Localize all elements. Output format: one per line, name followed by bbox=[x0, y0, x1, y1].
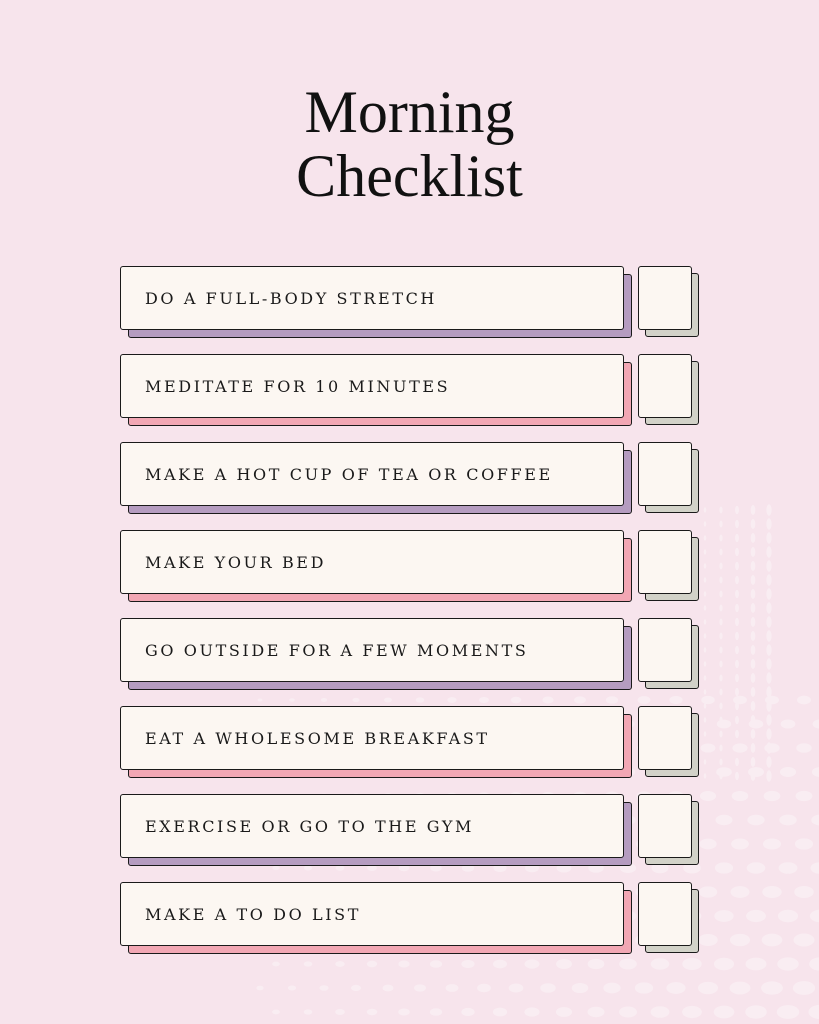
checklist-item bbox=[120, 794, 700, 860]
checklist-item bbox=[120, 530, 700, 596]
title-line-1: Morning bbox=[304, 79, 515, 145]
item-bar bbox=[120, 882, 624, 946]
item-label: MAKE A HOT CUP OF TEA OR COFFEE bbox=[145, 464, 553, 484]
checklist-item bbox=[120, 618, 700, 684]
item-bar bbox=[120, 618, 624, 682]
item-label: GO OUTSIDE FOR A FEW MOMENTS bbox=[145, 640, 529, 660]
item-label: EXERCISE OR GO TO THE GYM bbox=[145, 816, 475, 836]
checkbox[interactable] bbox=[638, 882, 692, 946]
checkbox[interactable] bbox=[638, 794, 692, 858]
item-bar bbox=[120, 442, 624, 506]
item-label: MEDITATE FOR 10 MINUTES bbox=[145, 376, 451, 396]
item-label: MAKE YOUR BED bbox=[145, 552, 327, 572]
checklist-item bbox=[120, 354, 700, 420]
item-label: DO A FULL-BODY STRETCH bbox=[145, 288, 437, 308]
title-line-2: Checklist bbox=[296, 143, 523, 209]
checkbox[interactable] bbox=[638, 354, 692, 418]
checkbox[interactable] bbox=[638, 706, 692, 770]
item-label: MAKE A TO DO LIST bbox=[145, 904, 361, 924]
checklist-item bbox=[120, 266, 700, 332]
checkbox[interactable] bbox=[638, 530, 692, 594]
item-bar bbox=[120, 794, 624, 858]
checklist-item bbox=[120, 882, 700, 948]
checkbox[interactable] bbox=[638, 618, 692, 682]
checkbox[interactable] bbox=[638, 442, 692, 506]
checklist bbox=[120, 266, 700, 970]
checkbox[interactable] bbox=[638, 266, 692, 330]
item-bar bbox=[120, 354, 624, 418]
item-label: EAT A WHOLESOME BREAKFAST bbox=[145, 728, 490, 748]
checklist-item bbox=[120, 442, 700, 508]
checklist-item bbox=[120, 706, 700, 772]
page-title bbox=[0, 80, 819, 208]
item-bar bbox=[120, 706, 624, 770]
item-bar bbox=[120, 266, 624, 330]
item-bar bbox=[120, 530, 624, 594]
